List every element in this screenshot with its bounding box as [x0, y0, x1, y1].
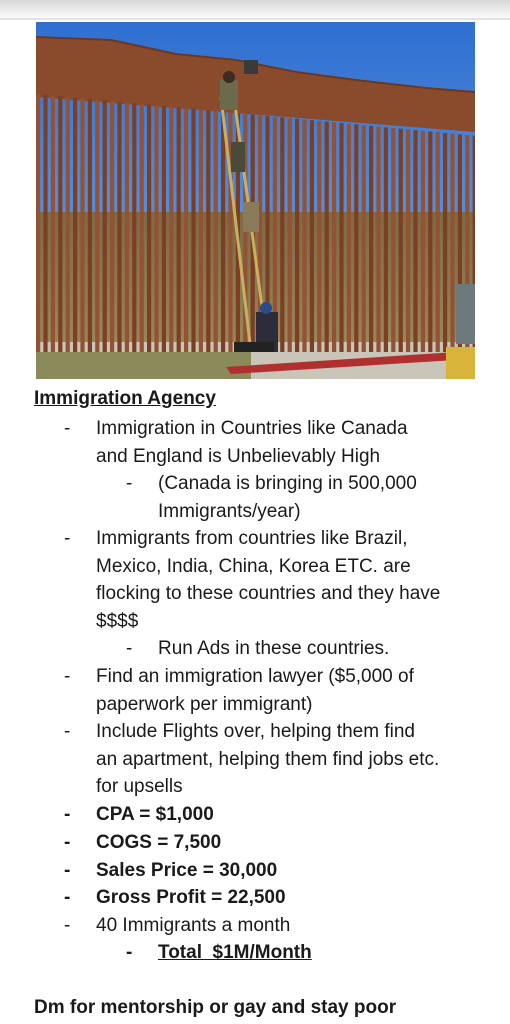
wall-post [288, 118, 292, 352]
bullet-dash: - [64, 887, 71, 908]
list-item [0, 912, 510, 940]
bullet-dash: - [64, 915, 71, 936]
wall-post [177, 108, 181, 353]
list-item-text: COGS = 7,500 [96, 832, 222, 853]
list-item [0, 801, 510, 829]
wall-post [80, 98, 84, 352]
list-item-text: CPA = $1,000 [96, 804, 214, 825]
list-item-line: Include Flights over, helping them find [96, 721, 415, 742]
wall-post [399, 129, 403, 352]
list-item [0, 718, 510, 802]
bullet-dash: - [64, 418, 71, 439]
wall-post [191, 109, 195, 352]
photo-illustration [36, 22, 475, 379]
wall-post [132, 103, 136, 352]
wall-post [199, 110, 203, 352]
wall-post [162, 106, 166, 352]
list-item-text [158, 470, 417, 525]
total-text: Total $1M/Month [158, 942, 312, 963]
wall-post [339, 123, 343, 352]
list-item-line: (Canada is bringing in 500,000 [158, 473, 417, 494]
wall-post [51, 95, 55, 352]
list-item-text [96, 525, 440, 635]
list-item-line: Mexico, India, China, Korea ETC. are [96, 555, 411, 577]
list-item-line: Immigrants/year) [158, 500, 301, 522]
list-item-line: Find an immigration lawyer ($5,000 of [96, 666, 414, 687]
bullet-dash: - [126, 942, 133, 963]
wall-post [43, 95, 47, 352]
wall-post [125, 103, 129, 353]
list-item [0, 829, 510, 857]
wall-post [221, 112, 225, 352]
bullet-dash: - [64, 832, 71, 853]
wall-post [428, 132, 432, 353]
wall-post [384, 127, 388, 352]
list-item-line: Run Ads in these countries. [158, 638, 390, 659]
wall-post [362, 125, 366, 352]
list-item [0, 525, 510, 637]
list-item-line: for upsells [96, 776, 183, 797]
footer-cta: Dm for mentorship or gay and stay poor [34, 997, 397, 1018]
wall-post [36, 94, 40, 352]
bullet-dash: - [64, 860, 71, 881]
wall-post [406, 129, 410, 352]
list-item [0, 470, 510, 526]
wall-post [73, 98, 77, 353]
wall-post [66, 97, 70, 352]
wall-post [140, 104, 144, 352]
wall-post [214, 111, 218, 352]
wall-post [103, 100, 107, 352]
list-item-text [96, 718, 439, 801]
wall-post [147, 105, 151, 352]
bullet-dash: - [64, 721, 71, 742]
wall-post [310, 120, 314, 352]
document-heading: Immigration Agency [34, 388, 216, 409]
list-item-line: an apartment, helping them find jobs etc. [96, 748, 440, 770]
list-item [0, 663, 510, 719]
wall-post [443, 133, 447, 352]
list-item-text: 40 Immigrants a month [96, 915, 291, 936]
list-item-text [158, 635, 389, 663]
wall-post [391, 128, 395, 352]
list-item [0, 857, 510, 885]
wall-post [450, 134, 454, 352]
bullet-dash: - [64, 666, 71, 687]
wall-post [154, 105, 158, 352]
wall-post [58, 96, 62, 352]
list-item [0, 939, 510, 967]
wall-post [347, 124, 351, 352]
wall-post [88, 99, 92, 352]
list-item-line: flocking to these countries and they have [96, 583, 441, 604]
bullet-dash: - [64, 804, 71, 825]
top-shadow [0, 0, 510, 20]
wall-post [302, 120, 306, 353]
list-item-text [96, 415, 408, 470]
list-item [0, 635, 510, 663]
list-item-text: Sales Price = 30,000 [96, 860, 278, 881]
top-divider [0, 18, 510, 20]
list-item-text [96, 663, 414, 718]
wall-post [369, 126, 373, 352]
wall-post [110, 101, 114, 352]
list-item [0, 415, 510, 471]
list-item-line: Immigration in Countries like Canada [96, 418, 408, 439]
wall-post [317, 121, 321, 352]
wall-post [376, 127, 380, 352]
wall-post [413, 130, 417, 352]
bullet-dash: - [126, 638, 133, 659]
wall-post [169, 107, 173, 352]
wall-post [421, 131, 425, 352]
list-item [0, 884, 510, 912]
bullet-dash: - [64, 528, 71, 549]
wall-post [295, 119, 299, 352]
wall-post [436, 132, 440, 352]
list-item-line: Immigrants from countries like Brazil, [96, 528, 408, 549]
wall-post [325, 122, 329, 352]
wall-post [184, 108, 188, 352]
wall-post [354, 124, 358, 352]
list-item-text: Gross Profit = 22,500 [96, 887, 286, 908]
list-item-line: $$$$ [96, 610, 139, 632]
border-wall-photo [36, 22, 475, 379]
list-item-line: paperwork per immigrant) [96, 693, 313, 715]
wall-post [332, 122, 336, 352]
wall-post [280, 117, 284, 352]
wall-post [95, 100, 99, 352]
list-item-line: and England is Unbelievably High [96, 445, 381, 467]
bullet-dash: - [126, 473, 133, 494]
wall-post [117, 102, 121, 352]
wall-post [206, 110, 210, 352]
